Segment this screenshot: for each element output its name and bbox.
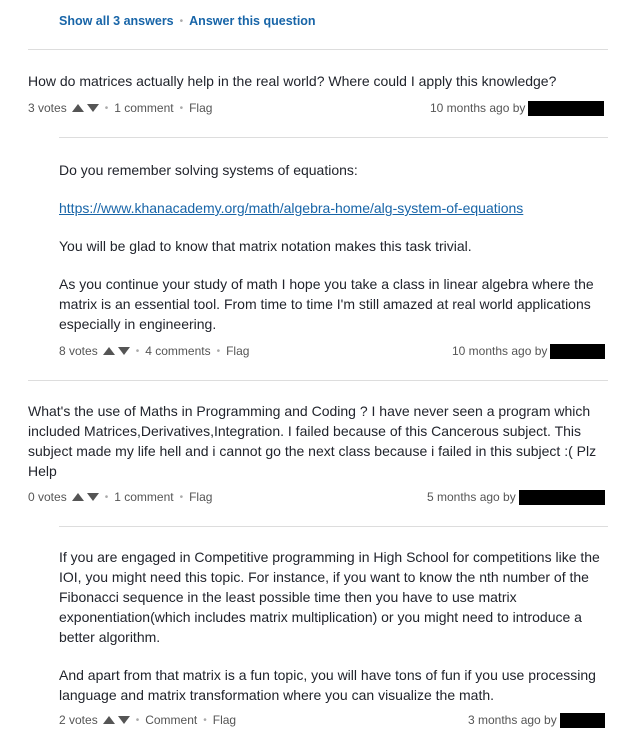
show-all-answers-link[interactable]: Show all 3 answers: [59, 14, 174, 28]
post-time: 10 months ago by: [430, 101, 526, 115]
comment-link[interactable]: Comment: [145, 713, 198, 727]
comments-link[interactable]: 1 comment: [114, 490, 174, 504]
answer-1-author: [452, 341, 605, 361]
answer-paragraph: [59, 198, 608, 218]
separator-dot: •: [104, 102, 109, 114]
separator-dot: •: [135, 714, 140, 726]
vote-count: 0 votes: [28, 490, 67, 504]
comments-link[interactable]: 4 comments: [145, 344, 211, 358]
question-2-author: [427, 487, 605, 507]
vote-count: 2 votes: [59, 713, 98, 727]
post-time: 3 months ago by: [468, 713, 557, 727]
answer-2-body: [59, 547, 608, 723]
answer-paragraph: If you are engaged in Competitive programming in High School for competitions like the IOI, you might need this topic. For instance, if you want to know the nth number of the Fibonacci sequence in the least possible time then you have to use matrix exponentiation(which includes matrix multiplication) or you might need to introduce a better algorithm.: [59, 549, 600, 645]
answer-paragraph: You will be glad to know that matrix notation makes this task trivial.: [59, 238, 472, 254]
post-time: 5 months ago by: [427, 490, 516, 504]
answer-paragraph: As you continue your study of math I hope you take a class in linear algebra where the matrix is an essential tool. From time to time I'm still amazed at real world applications especially in engineering.: [59, 276, 594, 332]
downvote-icon[interactable]: [118, 716, 130, 724]
khanacademy-link[interactable]: https://www.khanacademy.org/math/algebra-home/alg-system-of-equations: [59, 200, 524, 216]
flag-link[interactable]: Flag: [189, 101, 213, 115]
post-time: 10 months ago by: [452, 344, 548, 358]
flag-link[interactable]: Flag: [226, 344, 250, 358]
question-2-meta: [28, 487, 212, 507]
flag-link[interactable]: Flag: [212, 713, 237, 727]
upvote-icon[interactable]: [103, 716, 115, 724]
divider: [28, 380, 608, 381]
redacted-username: [550, 344, 605, 359]
answer-question-link[interactable]: Answer this question: [189, 14, 316, 28]
upvote-icon[interactable]: [103, 347, 115, 355]
vote-count: 8 votes: [59, 344, 98, 358]
upvote-icon[interactable]: [72, 493, 84, 501]
answer-2-author: [468, 710, 605, 730]
divider: [59, 526, 608, 527]
redacted-username: [560, 713, 605, 728]
top-links: [59, 14, 316, 28]
question-1-author: [430, 98, 604, 118]
upvote-icon[interactable]: [72, 104, 84, 112]
separator-dot: •: [179, 15, 184, 27]
question-1-text: How do matrices actually help in the real world? Where could I apply this knowledge?: [28, 73, 557, 89]
divider: [59, 137, 608, 138]
answer-1-meta: [59, 341, 249, 361]
separator-dot: •: [179, 102, 184, 114]
flag-link[interactable]: Flag: [189, 490, 213, 504]
comments-link[interactable]: 1 comment: [114, 101, 174, 115]
divider: [28, 49, 608, 50]
answer-1-body: [59, 160, 608, 352]
vote-count: 3 votes: [28, 101, 67, 115]
downvote-icon[interactable]: [118, 347, 130, 355]
downvote-icon[interactable]: [87, 104, 99, 112]
separator-dot: •: [179, 491, 184, 503]
question-1-meta: [28, 98, 212, 118]
separator-dot: •: [104, 491, 109, 503]
separator-dot: •: [216, 345, 221, 357]
downvote-icon[interactable]: [87, 493, 99, 501]
answer-paragraph: Do you remember solving systems of equations:: [59, 162, 358, 178]
question-2-text: What's the use of Maths in Programming and Coding ? I have never seen a program which included Matrices,Derivatives,Integration. I failed because of this Cancerous subject. This subject made my life hell and i cannot go the next class because i failed in this subject :( Plz Help: [28, 403, 597, 479]
separator-dot: •: [203, 714, 207, 726]
redacted-username: [519, 490, 605, 505]
answer-paragraph: And apart from that matrix is a fun topic, you will have tons of fun if you use processing language and matrix transformation where you can visualize the math.: [59, 667, 596, 703]
answer-2-meta: [59, 710, 236, 730]
redacted-username: [528, 101, 604, 116]
separator-dot: •: [135, 345, 140, 357]
